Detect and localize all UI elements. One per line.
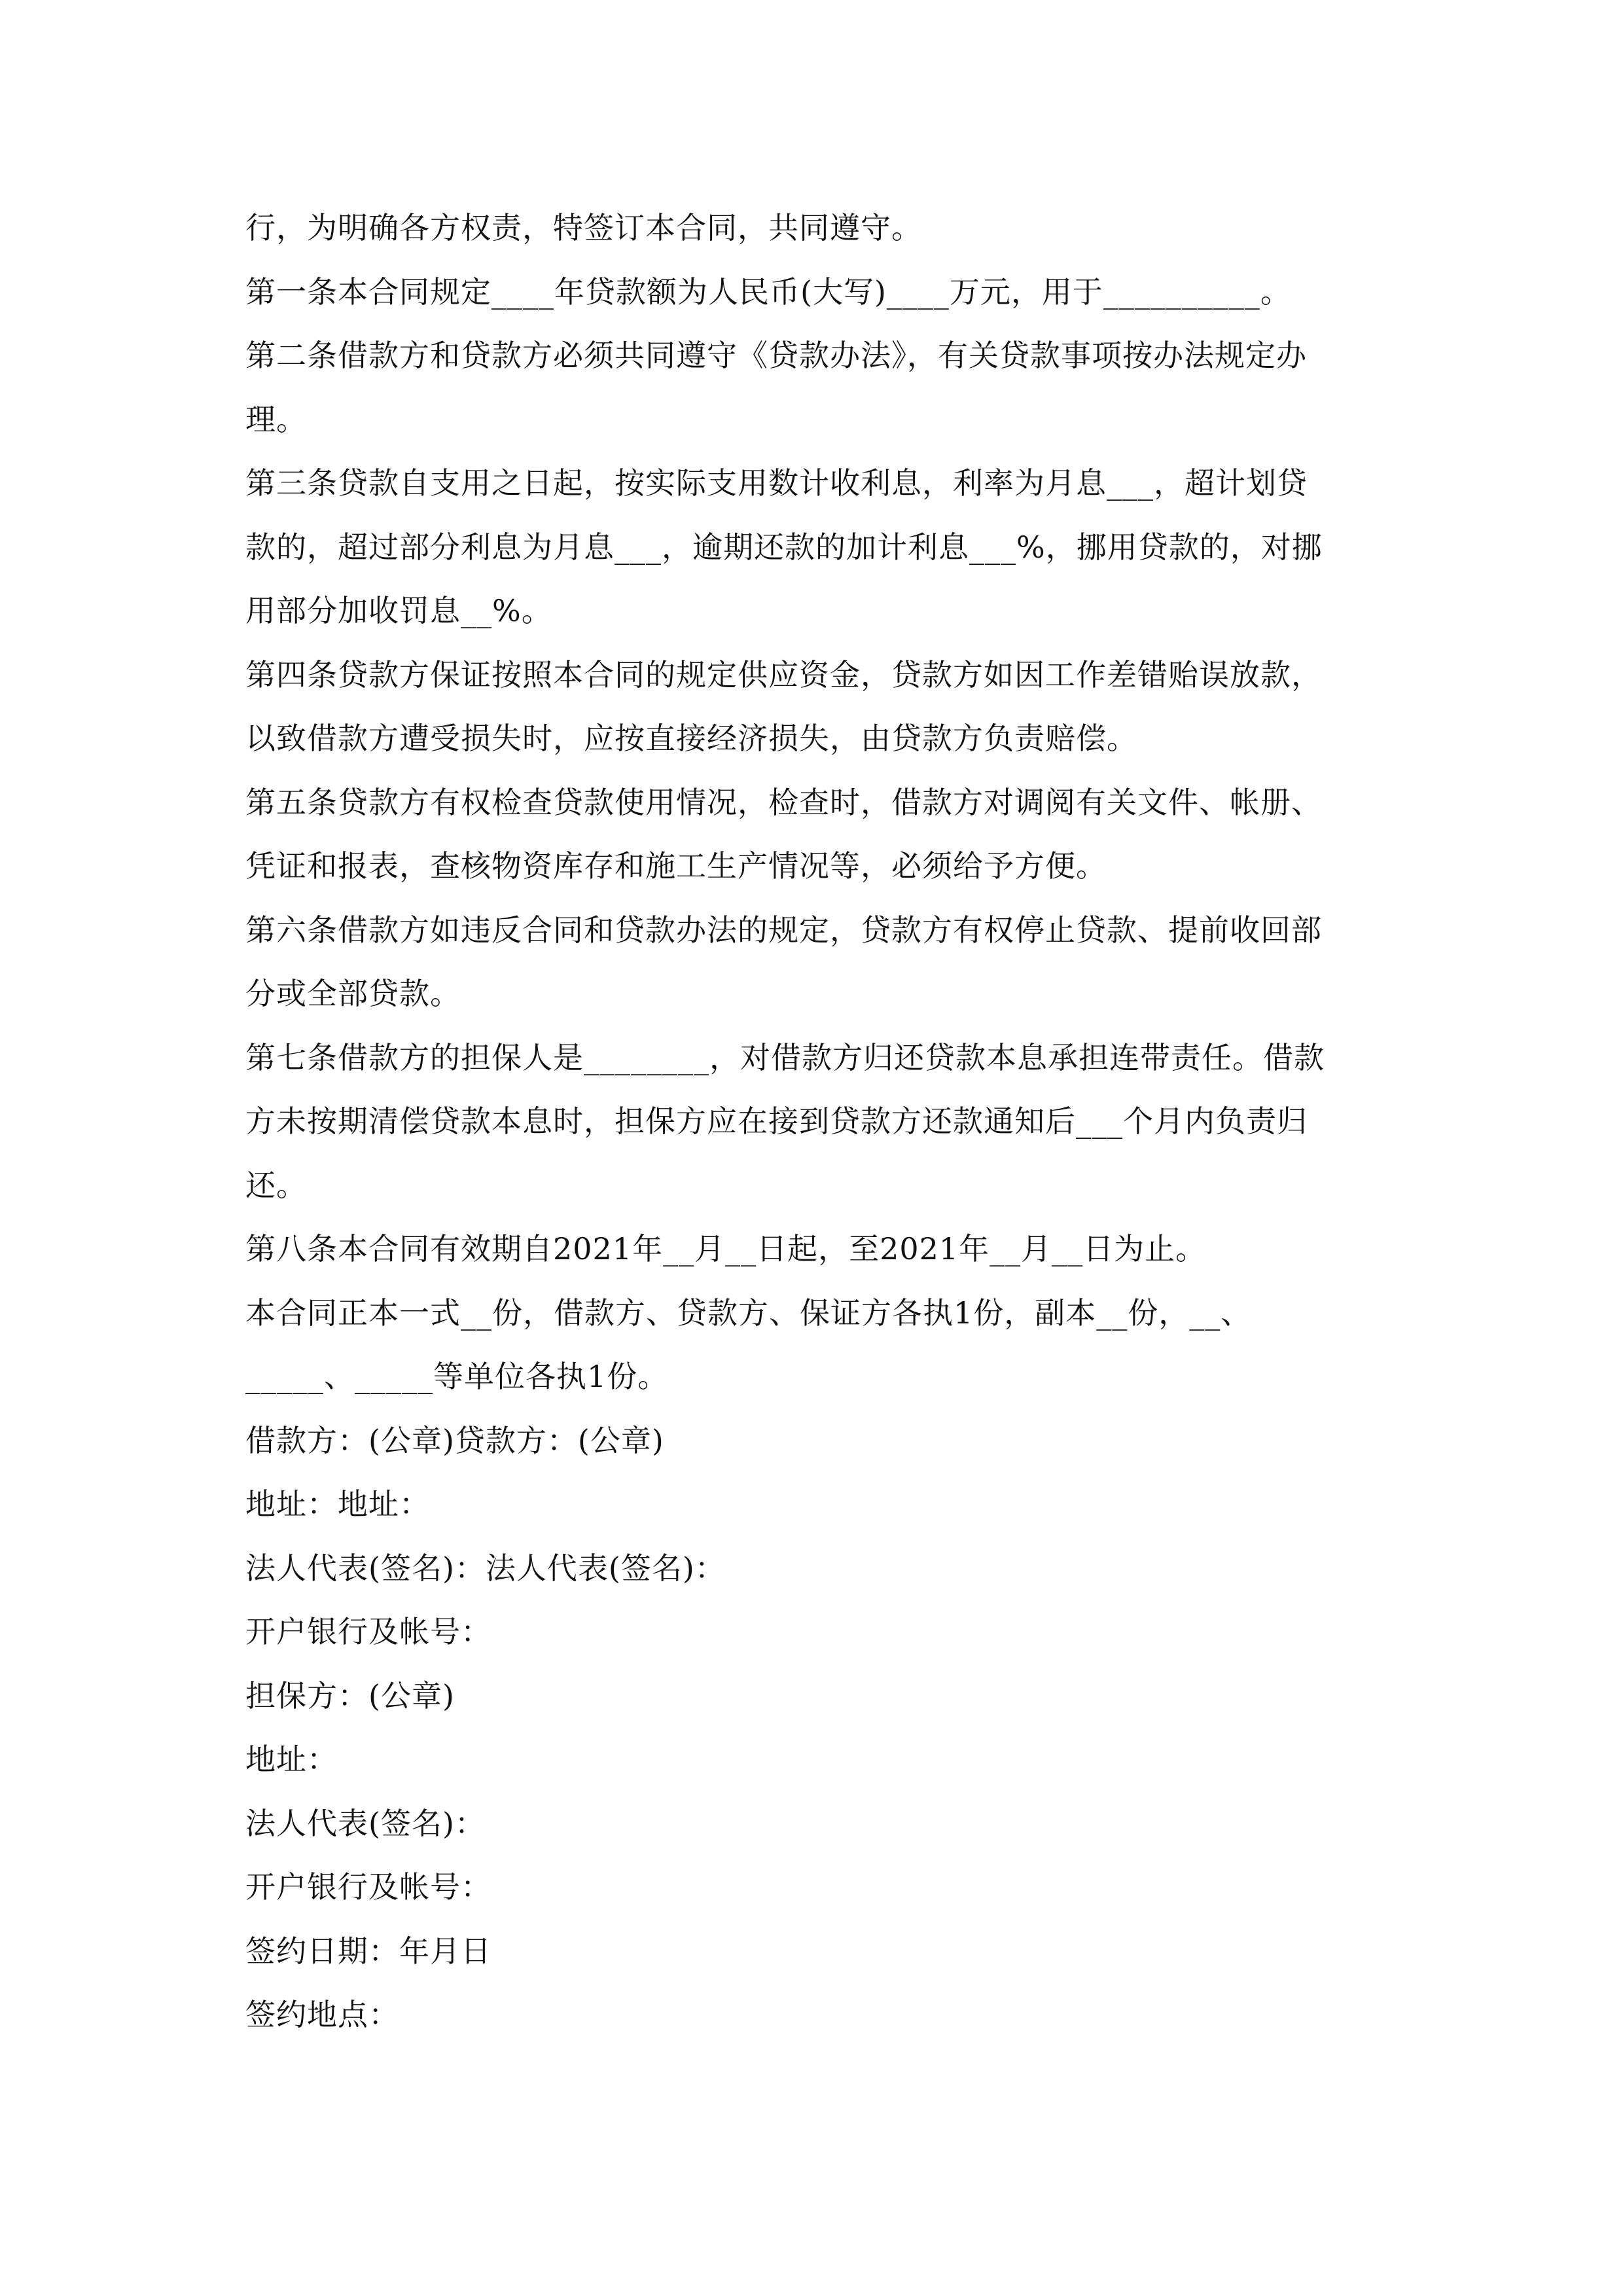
signature-field: 法人代表(签名)：法人代表(签名)： bbox=[245, 1550, 726, 1586]
contract-body bbox=[245, 196, 1397, 2047]
clause-3-line: 第三条贷款自支用之日起，按实际支用数计收利息，利率为月息___，超计划贷 bbox=[245, 465, 1308, 501]
clause-3-line: 款的，超过部分利息为月息___，逾期还款的加计利息___%，挪用贷款的，对挪 bbox=[245, 529, 1323, 565]
signing-place-field: 签约地点： bbox=[245, 1997, 399, 2032]
clause-4-line: 以致借款方遭受损失时，应按直接经济损失，由贷款方负责赔偿。 bbox=[245, 721, 1137, 756]
signature-field: 地址： bbox=[245, 1742, 338, 1777]
signature-field: 开户银行及帐号： bbox=[245, 1614, 491, 1649]
clause-3-line: 用部分加收罚息__%。 bbox=[245, 593, 552, 628]
clause-5-line: 第五条贷款方有权检查贷款使用情况，检查时，借款方对调阅有关文件、帐册、 bbox=[245, 784, 1322, 820]
clause-6-line: 第六条借款方如违反合同和贷款办法的规定，贷款方有权停止贷款、提前收回部 bbox=[245, 912, 1322, 948]
clause-7-line: 还。 bbox=[245, 1167, 307, 1203]
signature-field: 地址：地址： bbox=[245, 1486, 430, 1522]
copies-clause-line: 本合同正本一式__份，借款方、贷款方、保证方各执1份，副本__份，__、 bbox=[245, 1295, 1252, 1331]
signature-field: 借款方：(公章)贷款方：(公章) bbox=[245, 1422, 664, 1458]
clause-1-line: 第一条本合同规定____年贷款额为人民币(大写)____万元，用于__________。 bbox=[245, 274, 1291, 310]
clause-6-line: 分或全部贷款。 bbox=[245, 976, 461, 1011]
clause-7-line: 第七条借款方的担保人是________，对借款方归还贷款本息承担连带责任。借款 bbox=[245, 1039, 1325, 1075]
clause-7-line: 方未按期清偿贷款本息时，担保方应在接到贷款方还款通知后___个月内负责归 bbox=[245, 1103, 1308, 1139]
copies-clause-line: _____、_____等单位各执1份。 bbox=[245, 1359, 669, 1394]
clause-8-line: 第八条本合同有效期自2021年__月__日起，至2021年__月__日为止。 bbox=[245, 1231, 1207, 1266]
clause-2-line: 理。 bbox=[245, 401, 307, 437]
clause-2-line: 第二条借款方和贷款方必须共同遵守《贷款办法》，有关贷款事项按办法规定办 bbox=[245, 338, 1307, 373]
signature-field: 担保方：(公章) bbox=[245, 1677, 455, 1713]
clause-5-line: 凭证和报表，查核物资库存和施工生产情况等，必须给予方便。 bbox=[245, 848, 1107, 884]
signing-date-field: 签约日期：年月日 bbox=[245, 1933, 491, 1969]
signature-field: 开户银行及帐号： bbox=[245, 1869, 491, 1905]
signature-field: 法人代表(签名)： bbox=[245, 1805, 486, 1841]
clause-4-line: 第四条贷款方保证按照本合同的规定供应资金，贷款方如因工作差错贻误放款， bbox=[245, 656, 1322, 692]
contract-text-line: 行，为明确各方权责，特签订本合同，共同遵守。 bbox=[245, 210, 922, 245]
